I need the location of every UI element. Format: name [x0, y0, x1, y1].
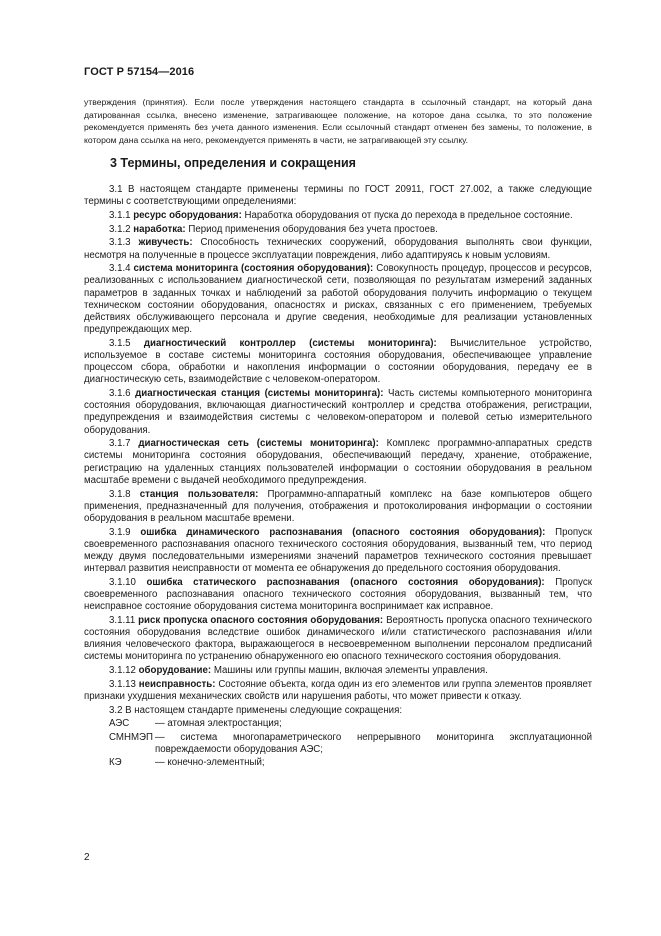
- section-body: [84, 184, 592, 770]
- term-name: риск пропуска опасного состояния оборудования:: [138, 614, 384, 626]
- term-name: ошибка статического распознавания (опасного состояния оборудования):: [146, 576, 545, 588]
- abbreviation-row: [84, 757, 592, 769]
- term-number: 3.1.10: [109, 576, 136, 588]
- term-name: ресурс оборудования:: [133, 209, 242, 221]
- term-text: Машины или группы машин, включая элементы управления.: [213, 665, 488, 677]
- abbreviation-key: АЭС: [109, 718, 130, 730]
- term-text: Пропуск своевременного распознавания опасного технического состояния оборудования, вызванный тем, что неисправное состояние оборудования система мониторинга воспринимает как исправное.: [84, 576, 592, 613]
- term-text: Вычислительное устройство, используемое в составе системы мониторинга состояния оборудования, обеспечивающее управление процессом сбора, обработки и накопления информации о состоянии оборудования, передачу ее в диагностическую сеть, взаимодействие с человеком-оператором.: [84, 337, 592, 386]
- paragraph-3-2: 3.2 В настоящем стандарте применены следующие сокращения:: [109, 704, 403, 716]
- term-text: Пропуск своевременного распознавания опасного технического состояния оборудования, вызванный тем, что период между двумя последовательными измерениями значений параметров технического состояния превышает интервал развития неисправности от момента ее обнаружения до предельного состояния оборудования.: [84, 526, 592, 575]
- intro-paragraph: утверждения (принятия). Если после утверждения настоящего стандарта в ссылочный стандарт, на который дана датированная ссылка, внесено изменение, затрагивающее положение, на которое дана ссылка, то это положение рекомендуется применять без учета данного изменения. Если ссылочный стандарт отменен без замены, то положение, в котором дана ссылка на него, рекомендуется применять в части, не затрагивающей эту ссылку.: [84, 97, 592, 145]
- abbreviation-row: [84, 718, 592, 730]
- term-number: 3.1.13: [109, 678, 136, 690]
- abbreviation-value: — атомная электростанция;: [155, 718, 282, 730]
- term-text: Комплекс программно-аппаратных средств системы мониторинга состояния оборудования, обеспечивающий передачу, хранение, отображение, регистрацию на удаленных станциях пользователей информации о состоянии оборудования в реальном масштабе времени с выдачей необходимого предупреждения.: [84, 438, 592, 486]
- term-text: Программно-аппаратный комплекс на базе компьютеров общего применения, предназначенный для получения, отображения и протоколирования информации о состоянии оборудования в реальном масштабе времени.: [84, 488, 592, 524]
- page-number: 2: [84, 852, 90, 863]
- term-text: Способность технических сооружений, оборудования выполнять свои функции, несмотря на полученные в процессе эксплуатации повреждения, либо адаптируясь к новым условиям.: [84, 237, 593, 261]
- term-text: Период применения оборудования без учета простоев.: [188, 223, 438, 235]
- term-number: 3.1.7: [109, 438, 131, 450]
- term-name: диагностический контроллер (системы мониторинга):: [143, 337, 437, 349]
- term-definition: [84, 438, 592, 487]
- section-heading: 3 Термины, определения и сокращения: [110, 156, 356, 170]
- term-name: диагностическая сеть (системы мониторинга):: [138, 438, 379, 450]
- term-number: 3.1.5: [109, 337, 131, 349]
- term-name: наработка:: [133, 223, 186, 235]
- term-number: 3.1.1: [109, 209, 131, 221]
- abbreviation-value: — система многопараметрического непрерывного мониторинга эксплуатационной повреждаемости оборудования АЭС;: [155, 731, 592, 755]
- term-number: 3.1.12: [109, 665, 136, 677]
- term-definition: [84, 527, 592, 576]
- term-text: Часть системы компьютерного мониторинга состояния оборудования, включающая диагностический контроллер и средства отображения, регистрации, предупреждения и взаимодействия системы с человеком-оператором и полевой сетью измерительного оборудования.: [84, 388, 592, 436]
- terms-list: [84, 210, 592, 703]
- term-definition: [84, 577, 592, 613]
- term-name: живучесть:: [138, 237, 193, 249]
- term-name: оборудование:: [138, 665, 212, 677]
- term-name: диагностическая станция (системы мониторинга):: [135, 388, 384, 400]
- term-number: 3.1.3: [109, 237, 131, 249]
- term-definition: [84, 338, 592, 387]
- term-number: 3.1.6: [109, 388, 131, 400]
- term-number: 3.1.9: [109, 526, 131, 538]
- term-definition: [84, 224, 592, 236]
- term-name: неисправность:: [138, 678, 216, 690]
- abbreviation-value: — конечно-элементный;: [155, 756, 265, 768]
- term-text: Наработка оборудования от пуска до перехода в предельное состояние.: [244, 209, 573, 221]
- term-number: 3.1.8: [109, 488, 131, 500]
- term-definition: [84, 237, 592, 261]
- term-definition: [84, 679, 592, 703]
- abbreviations-list: [84, 718, 592, 769]
- document-header: ГОСТ Р 57154—2016: [84, 66, 195, 78]
- abbreviation-key: СМНМЭП: [109, 731, 153, 743]
- term-name: система мониторинга (состояния оборудования):: [133, 263, 374, 275]
- term-definition: [84, 263, 592, 336]
- term-definition: [84, 665, 592, 677]
- term-definition: [84, 489, 592, 525]
- term-number: 3.1.4: [109, 263, 131, 275]
- term-number: 3.1.2: [109, 223, 131, 235]
- term-name: ошибка динамического распознавания (опасного состояния оборудования):: [140, 526, 546, 538]
- term-definition: [84, 388, 592, 437]
- term-text: Совокупность процедур, процессов и ресурсов, реализованных с использованием диагностической сети, позволяющая по результатам измерений заданных параметров в заданных точках и наблюдений за работой оборудования получить информацию о текущем техническом состоянии оборудования, опасностях и рисках, связанных с его применением, требуемых действиях обслуживающего персонала и другие сведения, необходимые для реализации установленных предупреждающих мер.: [84, 263, 592, 336]
- term-text: Состояние объекта, когда один из его элементов или группа элементов проявляет признаки ухудшения механических свойств или нарушения работы, что может привести к отказу.: [84, 678, 592, 702]
- term-text: Вероятность пропуска опасного технического состояния оборудования вследствие ошибок динамического и/или статистического распознавания и/или влияния человеческого фактора, выражающегося в несвоевременном выполнении персоналом предписаний системы мониторинга по устранению обнаруженного ею опасного технического состояния оборудования.: [84, 614, 592, 663]
- term-number: 3.1.11: [109, 614, 136, 626]
- term-definition: [84, 210, 592, 222]
- paragraph-3-1: 3.1 В настоящем стандарте применены термины по ГОСТ 20911, ГОСТ 27.002, а также следующие термины с соответствующими определениями:: [84, 184, 592, 208]
- term-name: станция пользователя:: [139, 488, 259, 500]
- term-definition: [84, 615, 592, 664]
- abbreviation-row: [84, 732, 592, 756]
- abbreviation-key: КЭ: [109, 756, 122, 768]
